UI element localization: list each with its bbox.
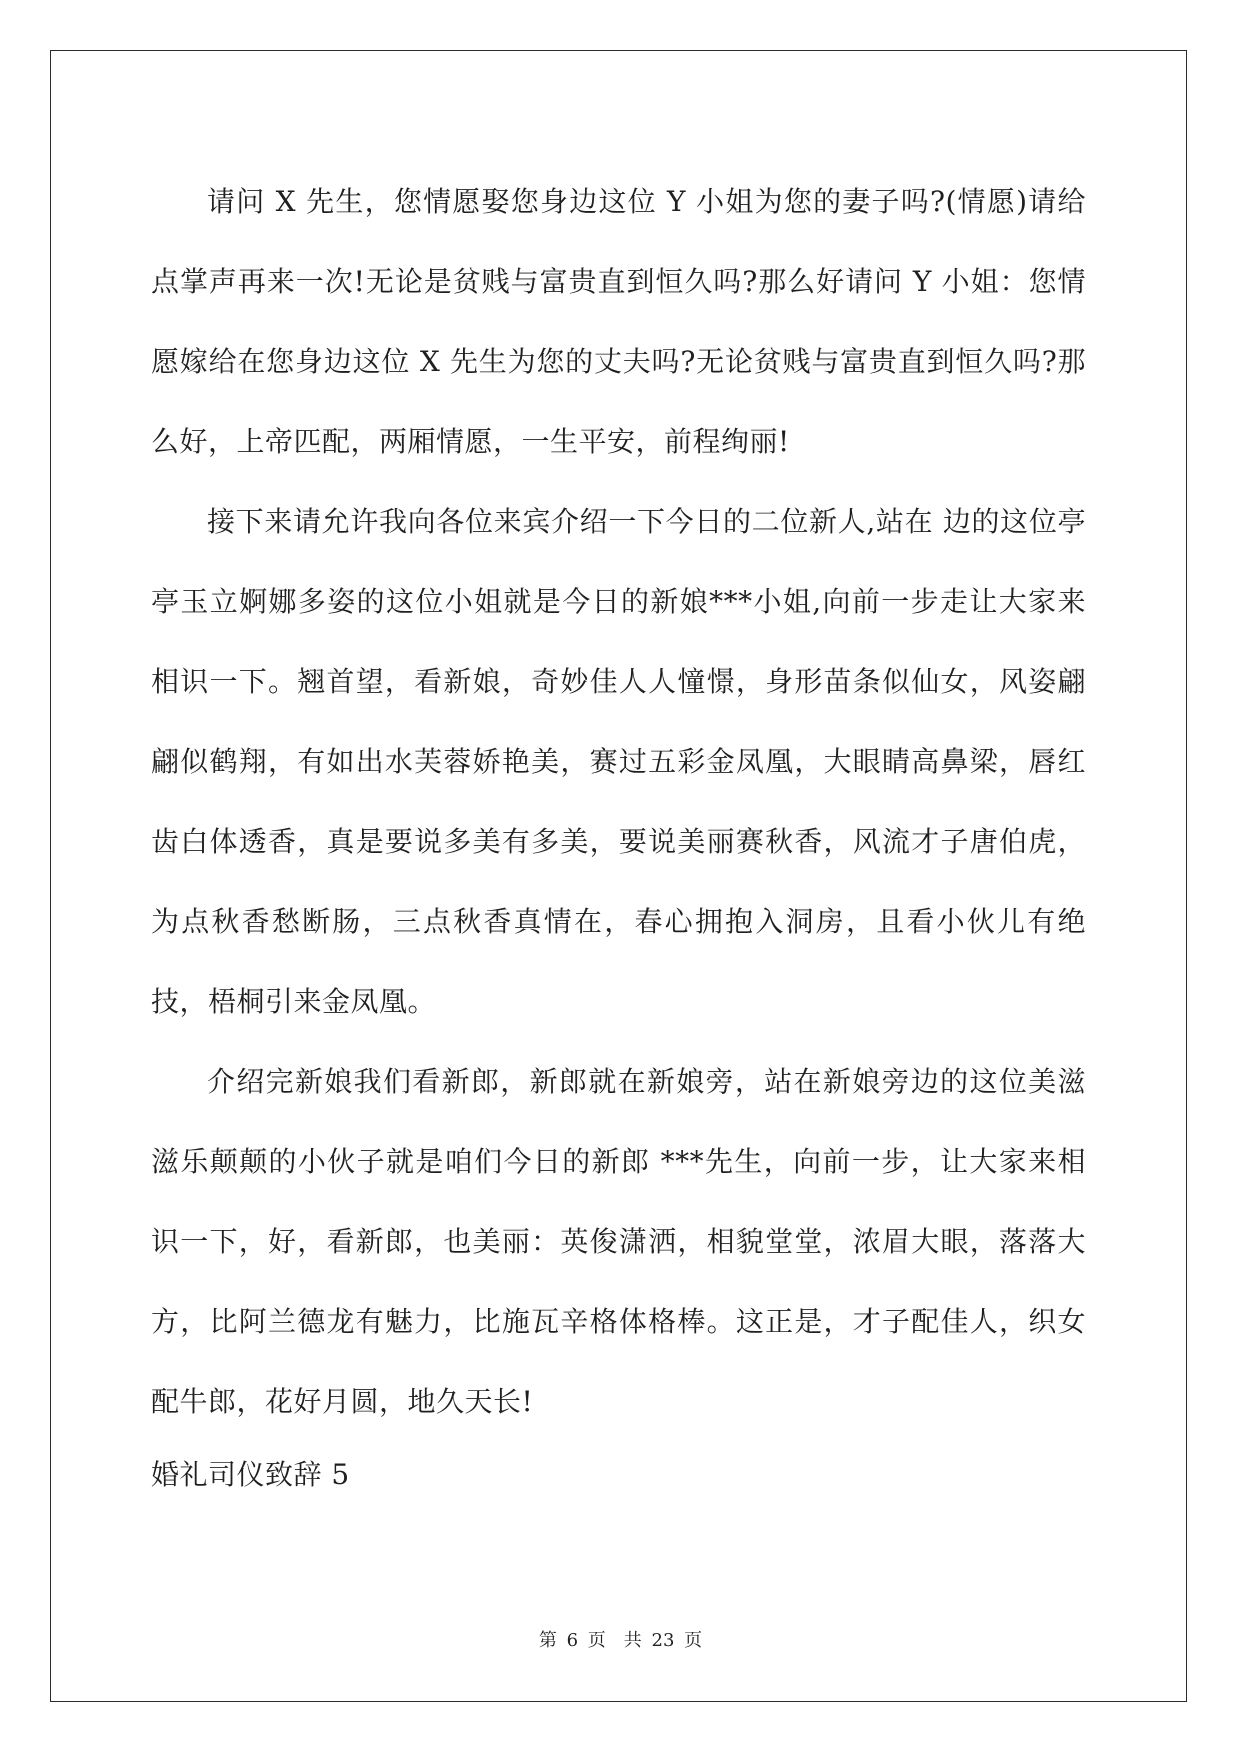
document-body	[151, 162, 1086, 1442]
section-heading: 婚礼司仪致辞 5	[151, 1458, 350, 1491]
paragraph-vows: 请问 X 先生，您情愿娶您身边这位 Y 小姐为您的妻子吗?(情愿)请给点掌声再来一次!无论是贫贱与富贵直到恒久吗?那么好请问 Y 小姐：您情愿嫁给在您身边这位 X 先生为您的丈夫吗?无论贫贱与富贵直到恒久吗?那么好，上帝匹配，两厢情愿，一生平安，前程绚丽!	[151, 185, 1086, 458]
paragraph-groom-intro: 介绍完新娘我们看新郎，新郎就在新娘旁，站在新娘旁边的这位美滋滋乐颠颠的小伙子就是咱们今日的新郎 ***先生，向前一步，让大家来相识一下，好，看新郎，也美丽：英俊潇洒，相貌堂堂，浓眉大眼，落落大方，比阿兰德龙有魅力，比施瓦辛格体格棒。这正是，才子配佳人，织女配牛郎，花好月圆，地久天长!	[151, 1065, 1086, 1418]
paragraph-bride-intro: 接下来请允许我向各位来宾介绍一下今日的二位新人,站在 边的这位亭亭玉立婀娜多姿的这位小姐就是今日的新娘***小姐,向前一步走让大家来相识一下。翘首望，看新娘，奇妙佳人人憧憬，身形苗条似仙女，风姿翩翩似鹤翔，有如出水芙蓉娇艳美，赛过五彩金凤凰，大眼睛高鼻梁，唇红齿白体透香，真是要说多美有多美，要说美丽赛秋香，风流才子唐伯虎，为点秋香愁断肠，三点秋香真情在，春心拥抱入洞房，且看小伙儿有绝技，梧桐引来金凤凰。	[151, 505, 1086, 1018]
page-number-footer: 第 6 页 共 23 页	[538, 1630, 703, 1651]
